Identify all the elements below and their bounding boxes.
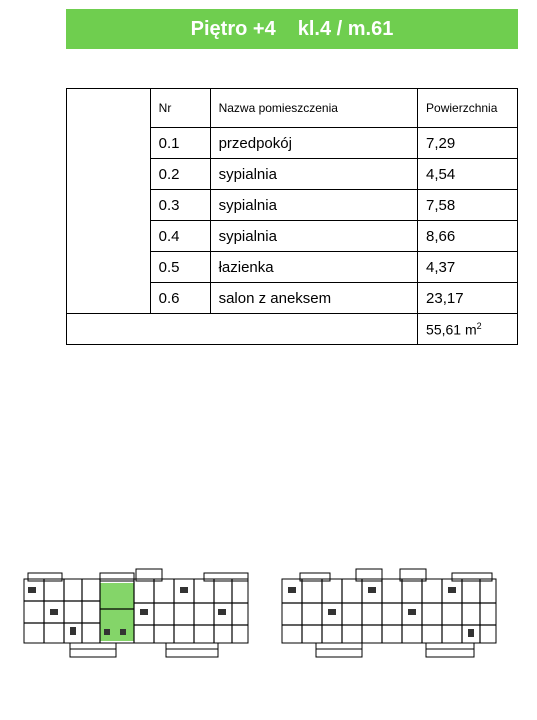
rooms-table — [66, 88, 518, 345]
row-area: 23,17 — [418, 283, 518, 314]
floor-plan-left — [14, 565, 258, 669]
title-banner — [66, 9, 518, 49]
row-area: 4,37 — [418, 252, 518, 283]
row-nr: 0.5 — [150, 252, 210, 283]
row-name: sypialnia — [210, 159, 417, 190]
row-nr: 0.4 — [150, 221, 210, 252]
row-nr: 0.6 — [150, 283, 210, 314]
column-header-nr: Nr — [150, 89, 210, 128]
unit-label: kl.4 / m.61 — [297, 17, 394, 40]
total-row — [67, 314, 518, 345]
total-area — [418, 314, 518, 345]
row-area: 8,66 — [418, 221, 518, 252]
row-name: salon z aneksem — [210, 283, 417, 314]
row-area: 7,58 — [418, 190, 518, 221]
row-nr: 0.2 — [150, 159, 210, 190]
row-name: sypialnia — [210, 190, 417, 221]
floor-label: Piętro +4 — [190, 17, 276, 40]
floor-plan-right — [276, 565, 506, 669]
blank-cell — [67, 89, 151, 314]
table-header-row — [67, 89, 518, 128]
total-value: 55,61 m — [426, 321, 477, 338]
column-header-area: Powierzchnia — [418, 89, 518, 128]
total-unit-sup: 2 — [476, 320, 482, 331]
row-area: 7,29 — [418, 128, 518, 159]
row-nr: 0.3 — [150, 190, 210, 221]
row-area: 4,54 — [418, 159, 518, 190]
total-blank-cell — [67, 314, 418, 345]
row-name: sypialnia — [210, 221, 417, 252]
row-nr: 0.1 — [150, 128, 210, 159]
column-header-name: Nazwa pomieszczenia — [210, 89, 417, 128]
row-name: łazienka — [210, 252, 417, 283]
row-name: przedpokój — [210, 128, 417, 159]
